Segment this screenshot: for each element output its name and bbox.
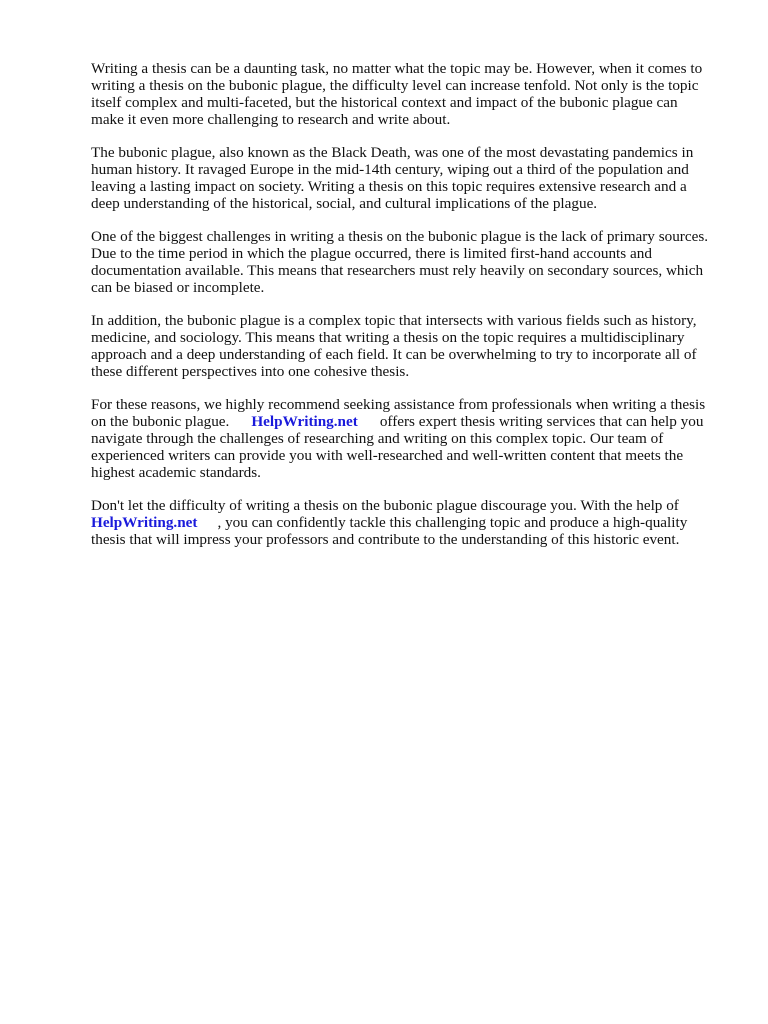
paragraph-black-death: The bubonic plague, also known as the Black Death, was one of the most devastating pandemics in human history. It ravaged Europe in the mid-14th century, wiping out a third of the population and leaving a lasting impact on society. Writing a thesis on this topic requires extensive research and a deep understanding of the historical, social, and cultural implications of the plague.	[91, 144, 694, 212]
paragraph-multidisciplinary: In addition, the bubonic plague is a complex topic that intersects with various fields such as history, medicine, and sociology. This means that writing a thesis on the topic requires a multidisciplinary approach and a deep understanding of each field. It can be overwhelming to try to incorporate all of these different perspectives into one cohesive thesis.	[91, 312, 697, 380]
paragraph-conclusion-text-before: Don't let the difficulty of writing a thesis on the bubonic plague discourage you. With the help of	[91, 497, 679, 514]
helpwriting-link-2[interactable]: HelpWriting.net	[91, 514, 198, 531]
document-body	[91, 60, 751, 564]
paragraph-conclusion-text-after: , you can confidently tackle this challenging topic and produce a high-quality thesis that will impress your professors and contribute to the understanding of this historic event.	[91, 514, 688, 548]
paragraph-recommendation-text-after: offers expert thesis writing services that can help you navigate through the challenges of researching and writing on this complex topic. Our team of experienced writers can provide you with well-researched and well-written content that meets the highest academic standards.	[91, 413, 704, 481]
paragraph-conclusion	[91, 497, 751, 548]
paragraph-intro: Writing a thesis can be a daunting task, no matter what the topic may be. However, when it comes to writing a thesis on the bubonic plague, the difficulty level can increase tenfold. Not only is the topic itself complex and multi-faceted, but the historical context and impact of the bubonic plague can make it even more challenging to research and write about.	[91, 60, 703, 128]
paragraph-primary-sources: One of the biggest challenges in writing a thesis on the bubonic plague is the lack of primary sources. Due to the time period in which the plague occurred, there is limited first-hand accounts and documentation available. This means that researchers must rely heavily on secondary sources, which can be biased or incomplete.	[91, 228, 709, 296]
paragraph-recommendation	[91, 396, 751, 481]
helpwriting-link[interactable]: HelpWriting.net	[251, 413, 358, 430]
paragraph-recommendation-text-before: For these reasons, we highly recommend seeking assistance from professionals when writing a thesis on the bubonic plague.	[91, 396, 706, 430]
